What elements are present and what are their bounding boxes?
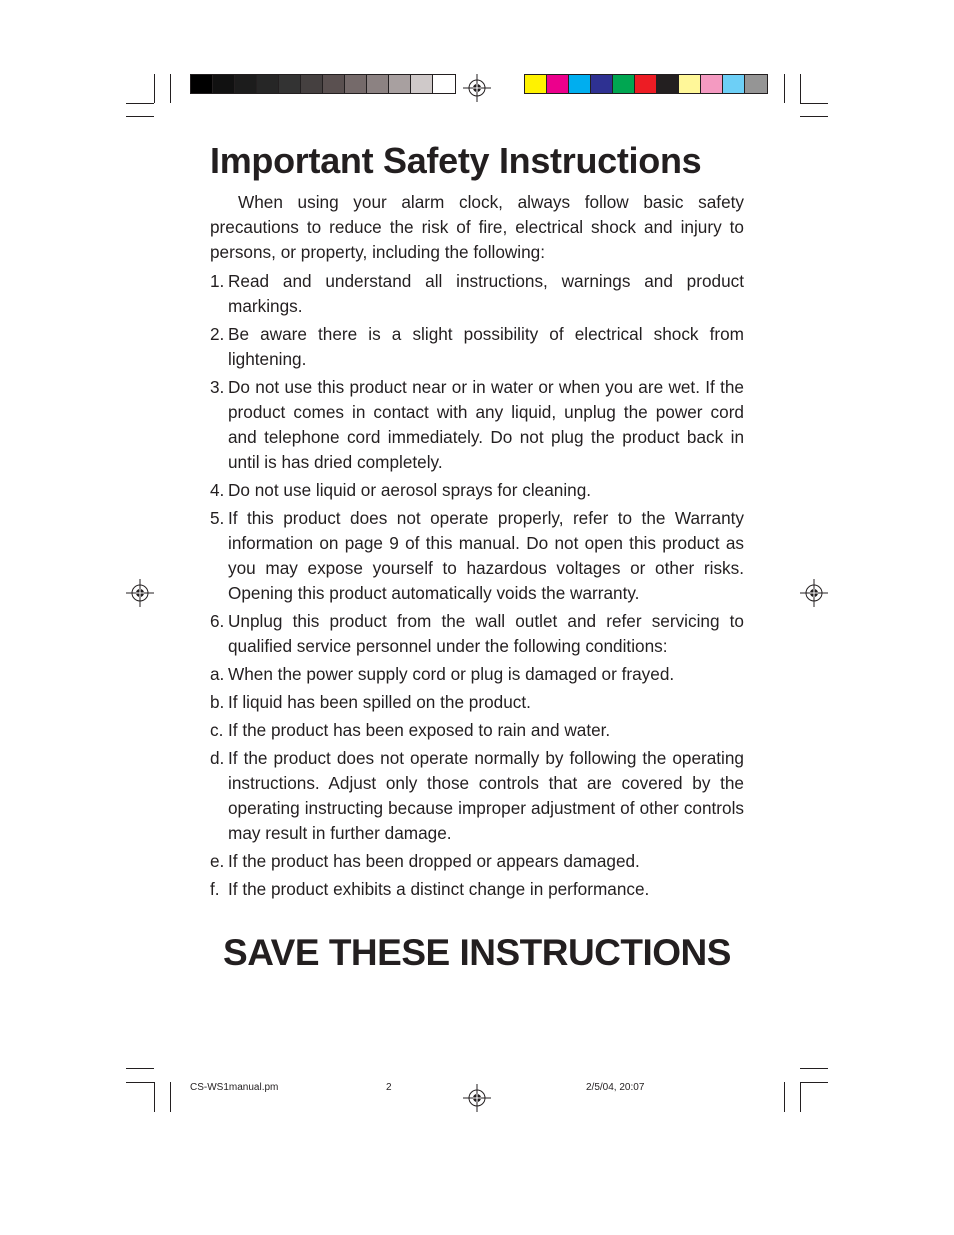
- list-item-text: When the power supply cord or plug is damaged or frayed.: [228, 664, 675, 684]
- crop-mark-top-right-h2: [800, 116, 828, 117]
- grayscale-swatch: [323, 75, 345, 93]
- list-item-marker: 2.: [210, 324, 225, 344]
- crop-mark-bottom-right-h: [800, 1068, 828, 1069]
- process-color-swatch: [525, 75, 547, 93]
- list-item-text: If the product exhibits a distinct change in performance.: [228, 879, 650, 899]
- crop-mark-bottom-left-v2: [170, 1082, 171, 1112]
- list-item-marker: f.: [210, 879, 220, 899]
- registration-mark-icon: [463, 74, 491, 102]
- crop-mark-top-left-h2: [126, 116, 154, 117]
- footer-filename: CS-WS1manual.pm: [190, 1082, 279, 1093]
- crop-mark-bottom-right-h2: [800, 1082, 828, 1083]
- list-item-marker: 1.: [210, 271, 225, 291]
- list-item: [210, 746, 744, 846]
- list-item-text: If the product has been dropped or appears damaged.: [228, 851, 640, 871]
- crop-mark-bottom-right-v2: [784, 1082, 785, 1112]
- registration-mark-icon: [800, 579, 828, 607]
- registration-mark-icon: [126, 579, 154, 607]
- grayscale-swatch: [345, 75, 367, 93]
- grayscale-swatch: [389, 75, 411, 93]
- list-item: [210, 718, 744, 743]
- list-item-text: If the product does not operate normally by following the operating instructions. Adjust only those controls that are covered by the operating instructing because improper adjustment of other controls may result in further damage.: [228, 748, 744, 843]
- list-item-text: Be aware there is a slight possibility of electrical shock from lightening.: [228, 324, 744, 369]
- list-item-marker: e.: [210, 851, 225, 871]
- process-color-swatch: [569, 75, 591, 93]
- list-item: [210, 506, 744, 606]
- list-item: [210, 269, 744, 319]
- list-item-marker: 3.: [210, 377, 225, 397]
- crop-mark-top-left-v: [154, 74, 155, 103]
- page-title: Important Safety Instructions: [210, 140, 702, 181]
- crop-mark-top-left-v2: [170, 74, 171, 103]
- list-item: [210, 662, 744, 687]
- grayscale-swatch: [411, 75, 433, 93]
- grayscale-swatch: [433, 75, 455, 93]
- grayscale-swatch: [213, 75, 235, 93]
- list-item: [210, 609, 744, 659]
- process-color-swatch: [723, 75, 745, 93]
- grayscale-swatch: [301, 75, 323, 93]
- list-item-text: If this product does not operate properly, refer to the Warranty information on page 9 of this manual. Do not open this product as you may expose yourself to hazardous voltages or other risks. Opening this product automatically voids the warranty.: [228, 508, 744, 603]
- crop-mark-bottom-left-h: [126, 1068, 154, 1069]
- save-instructions-heading: SAVE THESE INSTRUCTIONS: [223, 932, 731, 973]
- crop-mark-bottom-left-h2: [126, 1082, 154, 1083]
- footer-page-number: 2: [386, 1082, 392, 1093]
- safety-instructions-list: [210, 269, 744, 902]
- list-item-marker: 6.: [210, 611, 225, 631]
- list-item-marker: 4.: [210, 480, 225, 500]
- list-item: [210, 322, 744, 372]
- process-color-swatch: [635, 75, 657, 93]
- registration-mark-icon: [463, 1084, 491, 1112]
- process-color-swatch: [679, 75, 701, 93]
- grayscale-swatch: [191, 75, 213, 93]
- process-color-swatch: [613, 75, 635, 93]
- grayscale-swatch: [367, 75, 389, 93]
- list-item-marker: 5.: [210, 508, 225, 528]
- list-item-text: Read and understand all instructions, warnings and product markings.: [228, 271, 744, 316]
- list-item: [210, 375, 744, 475]
- list-item-text: If the product has been exposed to rain and water.: [228, 720, 611, 740]
- process-color-bar: [524, 74, 768, 94]
- grayscale-swatch: [235, 75, 257, 93]
- list-item: [210, 877, 744, 902]
- list-item-marker: c.: [210, 720, 224, 740]
- safety-instructions-body: [210, 190, 744, 905]
- footer-timestamp: 2/5/04, 20:07: [586, 1082, 645, 1093]
- intro-paragraph: When using your alarm clock, always follow basic safety precautions to reduce the risk of fire, electrical shock and injury to persons, or property, including the following:: [210, 192, 744, 262]
- process-color-swatch: [591, 75, 613, 93]
- crop-mark-top-left-h: [126, 103, 154, 104]
- crop-mark-bottom-left-v: [154, 1082, 155, 1112]
- list-item-marker: b.: [210, 692, 225, 712]
- grayscale-color-bar: [190, 74, 456, 94]
- list-item-marker: a.: [210, 664, 225, 684]
- crop-mark-top-right-h: [800, 103, 828, 104]
- crop-mark-top-right-v: [800, 74, 801, 103]
- list-item-text: Do not use this product near or in water or when you are wet. If the product comes in contact with any liquid, unplug the power cord and telephone cord immediately. Do not plug the product back in until is has dried completely.: [228, 377, 744, 472]
- list-item: [210, 690, 744, 715]
- crop-mark-bottom-right-v: [800, 1082, 801, 1112]
- crop-mark-top-right-v2: [784, 74, 785, 103]
- list-item-marker: d.: [210, 748, 225, 768]
- list-item-text: Do not use liquid or aerosol sprays for cleaning.: [228, 480, 592, 500]
- grayscale-swatch: [279, 75, 301, 93]
- list-item-text: If liquid has been spilled on the product.: [228, 692, 531, 712]
- process-color-swatch: [657, 75, 679, 93]
- process-color-swatch: [745, 75, 767, 93]
- list-item-text: Unplug this product from the wall outlet and refer servicing to qualified service personnel under the following conditions:: [228, 611, 744, 656]
- list-item: [210, 478, 744, 503]
- process-color-swatch: [701, 75, 723, 93]
- grayscale-swatch: [257, 75, 279, 93]
- process-color-swatch: [547, 75, 569, 93]
- list-item: [210, 849, 744, 874]
